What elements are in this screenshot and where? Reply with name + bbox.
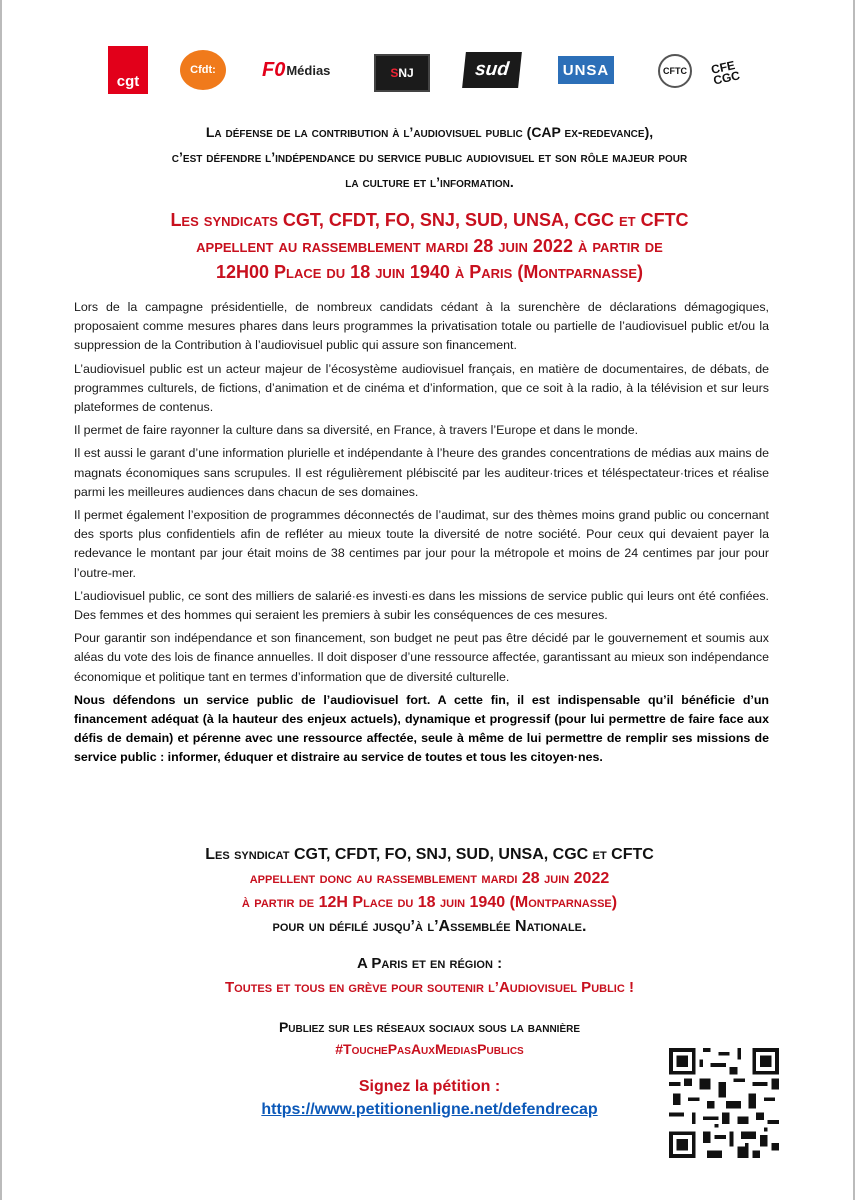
union-logos-row (102, 44, 762, 100)
body-text (74, 298, 769, 772)
body-paragraph: L’audiovisuel public est un acteur majeur de l’écosystème audiovisuel français, en matière de documentaires, de débats, de programmes culturels, de fictions, d’animation et de cinéma et d’information, que ce soit à la radio, à la télévision et sur leurs plateformes de contenus. (74, 361, 769, 415)
social-line: Publiez sur les réseaux sociaux sous la bannière (278, 1019, 581, 1035)
call-line-1: Les syndicats CGT, CFDT, FO, SNJ, SUD, UNSA, CGC et CFTC (170, 210, 689, 230)
snj-logo-text: NJ (398, 66, 414, 80)
snj-logo-prefix: S (390, 66, 399, 80)
qr-finder-bottom-left (669, 1131, 696, 1158)
cfe-cgc-logo (708, 44, 763, 99)
sud-logo (462, 52, 522, 88)
body-paragraph-bold: Nous défendons un service public de l’audiovisuel fort. A cette fin, il est indispensable qu’il bénéficie d’un financement adéquat (à la hauteur des enjeux actuels), dynamique et progressif (pour lui permettre de faire face aux défis de demain) et pérenne avec une ressource affectée, seule à même de lui permettre de remplir ses missions de service public : informer, éduquer et distraire au service de toutes et tous les citoyen·nes. (74, 692, 769, 765)
cftc-logo-text: CFTC (663, 66, 687, 76)
closing-call (72, 843, 787, 939)
body-paragraph: Lors de la campagne présidentielle, de nombreux candidats cédant à la surenchère de déclarations démagogiques, proposaient comme mesures phares dans leurs programmes la privatisation totale ou partielle de l’audiovisuel public et/ou la suppression de la Contribution à l’audiovisuel public qui assure son financement. (74, 300, 769, 353)
hashtag: #TouchePasAuxMediasPublics (335, 1041, 524, 1057)
headline-line-3: la culture et l’information. (345, 174, 514, 190)
cftc-logo-ring (658, 54, 692, 88)
qr-finder-top-right (752, 1048, 779, 1075)
petition-link[interactable]: https://www.petitionenligne.net/defendrecap (261, 1101, 598, 1118)
call-to-rally (72, 207, 787, 285)
body-paragraph: Pour garantir son indépendance et son financement, son budget ne peut pas être décidé par le gouvernement et soumis aux aléas du vote des lois de finance annuelles. Il doit disposer d’une ressource affectée, garantissant au mieux son indépendance économique et politique tant en termes d’information que de diversité culturelle. (74, 631, 769, 684)
closing-line-3: à partir de 12H Place du 18 juin 1940 (Montparnasse) (241, 894, 618, 911)
body-paragraph: L’audiovisuel public, ce sont des milliers de salarié·es investi·es dans les missions de service public qui leurs ont été confiées. Des femmes et des hommes qui seraient les premiers à subir les conséquences de ces mesures. (74, 588, 769, 623)
body-paragraph: Il est aussi le garant d’une information plurielle et indépendante à l’heure des grandes concentrations de médias aux mains de magnats économiques sans scrupules. Il est régulièrement plébiscité par les auditeur·trices et téléspectateur·trices et réalise parmi les meilleures audiences dans chacun de ses domaines. (74, 446, 769, 499)
call-line-3: 12H00 Place du 18 juin 1940 à Paris (Montparnasse) (215, 262, 644, 282)
qr-code (669, 1048, 779, 1158)
headline (72, 120, 787, 195)
sud-logo-text: sud (474, 59, 511, 80)
closing-line-1: Les syndicat CGT, CFDT, FO, SNJ, SUD, UNSA, CGC et CFTC (205, 846, 654, 863)
cgt-logo-text: cgt (116, 73, 140, 90)
unsa-logo (558, 56, 614, 84)
strike-line-1: A Paris et en région : (356, 955, 503, 972)
qr-finder-top-left (669, 1048, 696, 1075)
unsa-logo-text: UNSA (562, 61, 610, 79)
closing-line-4: pour un défilé jusqu’à l’Assemblée Nationale. (272, 918, 587, 935)
fo-logo-mark: F0 (262, 58, 286, 81)
headline-line-2: c’est défendre l’indépendance du service public audiovisuel et son rôle majeur pour (171, 149, 688, 165)
snj-logo (374, 54, 430, 92)
strike-call (72, 952, 787, 1000)
cfe-cgc-logo-text: CFE CGC (709, 58, 742, 88)
cfdt-logo-text: Cfdt: (190, 64, 216, 76)
cgt-logo (108, 46, 148, 94)
cftc-logo (652, 48, 698, 94)
body-paragraph: Il permet de faire rayonner la culture dans sa diversité, en France, à travers l’Europe et dans le monde. (74, 423, 639, 438)
fo-logo-text: Médias (286, 62, 331, 78)
fo-medias-logo (262, 56, 338, 84)
petition-label: Signez la pétition : (358, 1078, 501, 1095)
strike-line-2: Toutes et tous en grève pour soutenir l’Audiovisuel Public ! (225, 979, 634, 996)
cfdt-logo (180, 50, 226, 90)
body-paragraph: Il permet également l’exposition de programmes déconnectés de l’audimat, sur des thèmes moins grand public ou concernant des sports plus confidentiels afin de refléter au mieux toute la diversité de notre société. Pour ceux qui devaient payer la redevance le montant par jour était moins de 38 centimes par jour pour la métropole et moins de 24 centimes par jour pour l’outre-mer. (74, 508, 769, 580)
closing-line-2: appellent donc au rassemblement mardi 28 juin 2022 (249, 870, 610, 887)
call-line-2: appellent au rassemblement mardi 28 juin 2022 à partir de (196, 236, 663, 256)
headline-line-1: La défense de la contribution à l’audiovisuel public (CAP ex-redevance), (205, 124, 654, 140)
